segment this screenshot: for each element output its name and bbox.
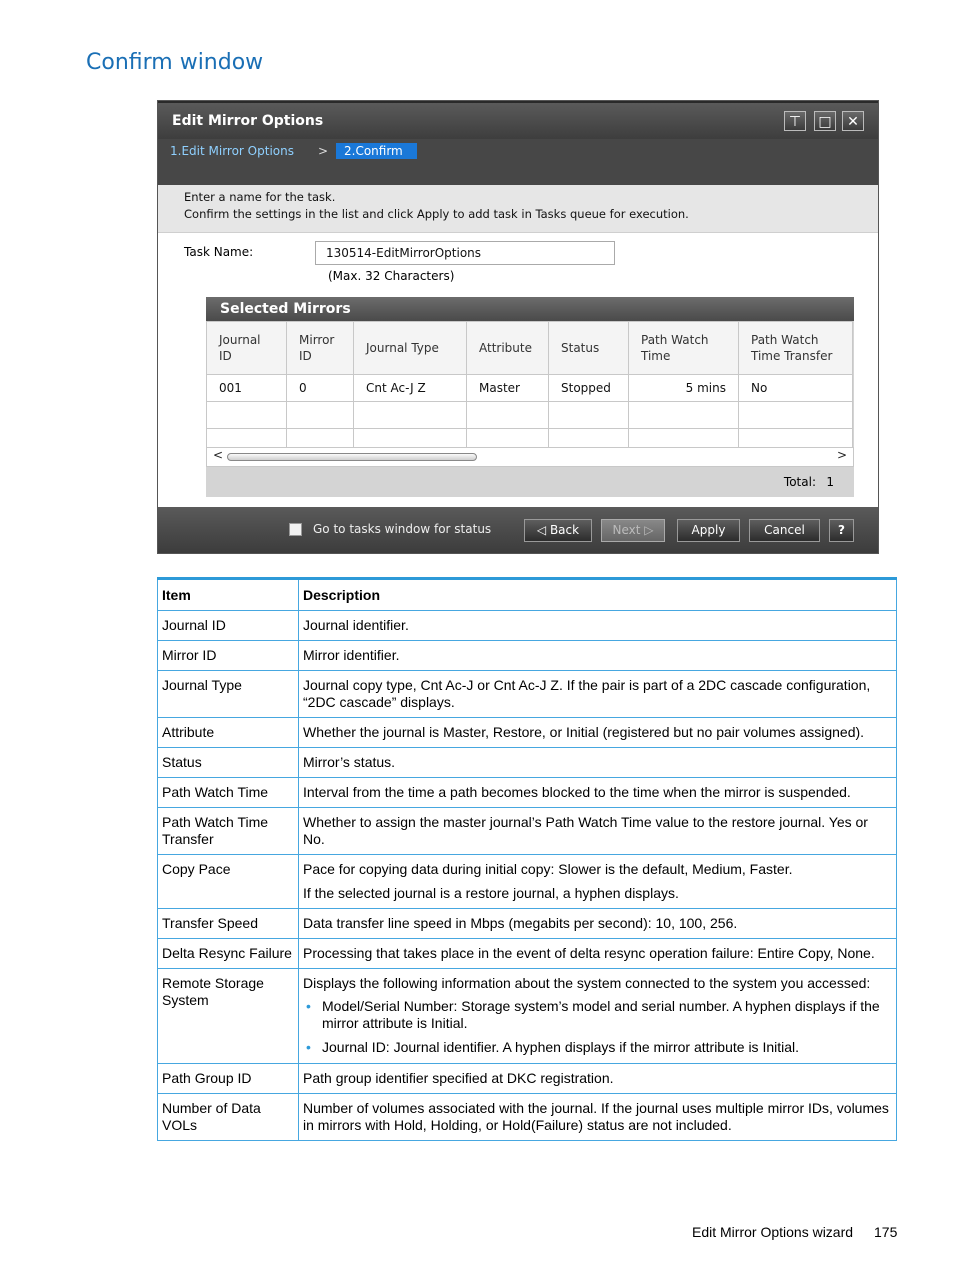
- back-button[interactable]: ◁ Back: [524, 519, 592, 542]
- step-edit-mirror-options[interactable]: 1.Edit Mirror Options: [170, 144, 294, 158]
- apply-button[interactable]: Apply: [677, 519, 740, 542]
- bullet-icon: •: [306, 1039, 311, 1055]
- table-row: [158, 1094, 897, 1141]
- description-cell: [299, 855, 897, 909]
- description-text: Pace for copying data during initial copy: Slower is the default, Medium, Faster.: [303, 861, 793, 877]
- footer-title: Edit Mirror Options wizard: [692, 1224, 854, 1240]
- cell-journal-id: 001: [207, 375, 287, 402]
- description-cell: Mirror identifier.: [299, 641, 897, 671]
- table-row: [158, 671, 897, 718]
- item-cell: Journal Type: [158, 671, 299, 718]
- item-cell: Attribute: [158, 718, 299, 748]
- instruction-line: Confirm the settings in the list and click Apply to add task in Tasks queue for execution.: [184, 207, 689, 221]
- description-table: [157, 577, 897, 1141]
- step-separator: >: [318, 144, 329, 158]
- maximize-icon[interactable]: □: [814, 111, 836, 131]
- table-header-row: [158, 579, 897, 611]
- table-row: [158, 909, 897, 939]
- empty-row: [207, 402, 853, 429]
- description-cell: Number of volumes associated with the journal. If the journal uses multiple mirror IDs, volumes in mirrors with Hold, Holding, or Hold(Failure) status are not included.: [299, 1094, 897, 1141]
- list-item: • Journal ID: Journal identifier. A hyphen displays if the mirror attribute is Initial.: [306, 1039, 800, 1055]
- column-attribute[interactable]: Attribute: [467, 322, 549, 375]
- header-item: Item: [158, 579, 299, 611]
- table-header-row: [207, 322, 853, 375]
- dialog-footer: [158, 507, 878, 553]
- description-cell: Data transfer line speed in Mbps (megabits per second): 10, 100, 256.: [299, 909, 897, 939]
- description-cell: Mirror’s status.: [299, 748, 897, 778]
- table-row: [158, 748, 897, 778]
- item-cell: Delta Resync Failure: [158, 939, 299, 969]
- cell-journal-type: Cnt Ac-J Z: [354, 375, 467, 402]
- description-cell: Journal copy type, Cnt Ac-J or Cnt Ac-J Z. If the pair is part of a 2DC cascade configuration, “2DC cascade” displays.: [299, 671, 897, 718]
- table-row: [158, 778, 897, 808]
- description-cell: [299, 969, 897, 1064]
- instruction-line: Enter a name for the task.: [184, 190, 336, 204]
- total-label: Total:: [783, 475, 816, 489]
- scroll-thumb[interactable]: [227, 453, 477, 461]
- step-confirm: 2.Confirm: [336, 143, 417, 159]
- item-cell: Journal ID: [158, 611, 299, 641]
- table-row: [158, 939, 897, 969]
- description-cell: Processing that takes place in the event of delta resync operation failure: Entire Copy, None.: [299, 939, 897, 969]
- dialog-title: Edit Mirror Options: [172, 113, 324, 129]
- item-cell: Remote Storage System: [158, 969, 299, 1064]
- column-journal-type[interactable]: Journal Type: [354, 322, 467, 375]
- table-row: [158, 718, 897, 748]
- column-status[interactable]: Status: [549, 322, 629, 375]
- column-path-watch-time[interactable]: Path Watch Time: [629, 322, 739, 375]
- selected-mirrors-title: Selected Mirrors: [206, 297, 854, 321]
- help-icon[interactable]: ?: [829, 519, 854, 542]
- item-cell: Path Watch Time Transfer: [158, 808, 299, 855]
- item-cell: Copy Pace: [158, 855, 299, 909]
- wizard-steps: [158, 139, 878, 185]
- description-cell: Journal identifier.: [299, 611, 897, 641]
- horizontal-scrollbar[interactable]: [206, 447, 854, 467]
- task-name-label: Task Name:: [184, 245, 254, 259]
- total-value: 1: [826, 475, 834, 489]
- pin-icon[interactable]: ⊤: [784, 111, 806, 131]
- next-button[interactable]: Next ▷: [601, 519, 665, 542]
- table-row: [158, 969, 897, 1064]
- column-path-watch-time-transfer[interactable]: Path Watch Time Transfer: [739, 322, 853, 375]
- cell-path-watch-time: 5 mins: [629, 375, 739, 402]
- cell-status: Stopped: [549, 375, 629, 402]
- selected-mirrors-panel: [206, 297, 854, 497]
- description-cell: Whether the journal is Master, Restore, or Initial (registered but no pair volumes assigned).: [299, 718, 897, 748]
- item-cell: Path Watch Time: [158, 778, 299, 808]
- dialog-titlebar: [158, 101, 878, 141]
- dialog-content: [158, 233, 878, 507]
- close-icon[interactable]: ✕: [842, 111, 864, 131]
- item-cell: Path Group ID: [158, 1064, 299, 1094]
- description-text: Displays the following information about the system connected to the system you accessed:: [303, 975, 871, 991]
- task-name-hint: (Max. 32 Characters): [328, 269, 455, 283]
- item-cell: Mirror ID: [158, 641, 299, 671]
- page-number: 175: [874, 1224, 898, 1240]
- cell-attribute: Master: [467, 375, 549, 402]
- table-row: [158, 611, 897, 641]
- description-cell: Whether to assign the master journal’s Path Watch Time value to the restore journal. Yes or No.: [299, 808, 897, 855]
- header-description: Description: [299, 579, 897, 611]
- edit-mirror-options-dialog: [157, 100, 879, 554]
- item-cell: Status: [158, 748, 299, 778]
- table-row[interactable]: [207, 375, 853, 402]
- table-row: [158, 641, 897, 671]
- cell-mirror-id: 0: [287, 375, 354, 402]
- scroll-right-icon[interactable]: >: [836, 448, 847, 462]
- bullet-icon: •: [306, 998, 311, 1014]
- cell-path-watch-time-transfer: No: [739, 375, 853, 402]
- table-row: [158, 855, 897, 909]
- bullet-list: [303, 998, 891, 1056]
- table-row: [158, 1064, 897, 1094]
- column-journal-id[interactable]: Journal ID: [207, 322, 287, 375]
- list-item: • Model/Serial Number: Storage system’s model and serial number. A hyphen displays if the mirror attribute is Initial.: [306, 998, 880, 1031]
- instructions: [158, 185, 878, 233]
- page-title: Confirm window: [86, 50, 264, 75]
- table-row: [158, 808, 897, 855]
- column-mirror-id[interactable]: Mirror ID: [287, 322, 354, 375]
- description-text: If the selected journal is a restore journal, a hyphen displays.: [303, 885, 679, 901]
- go-to-tasks-checkbox[interactable]: [289, 523, 302, 536]
- description-cell: Path group identifier specified at DKC registration.: [299, 1064, 897, 1094]
- cancel-button[interactable]: Cancel: [749, 519, 820, 542]
- description-cell: Interval from the time a path becomes blocked to the time when the mirror is suspended.: [299, 778, 897, 808]
- item-cell: Transfer Speed: [158, 909, 299, 939]
- item-cell: Number of Data VOLs: [158, 1094, 299, 1141]
- scroll-left-icon[interactable]: <: [213, 448, 224, 462]
- task-name-input[interactable]: [315, 241, 615, 265]
- selected-mirrors-table: [206, 321, 853, 456]
- go-to-tasks-label: Go to tasks window for status: [313, 522, 492, 536]
